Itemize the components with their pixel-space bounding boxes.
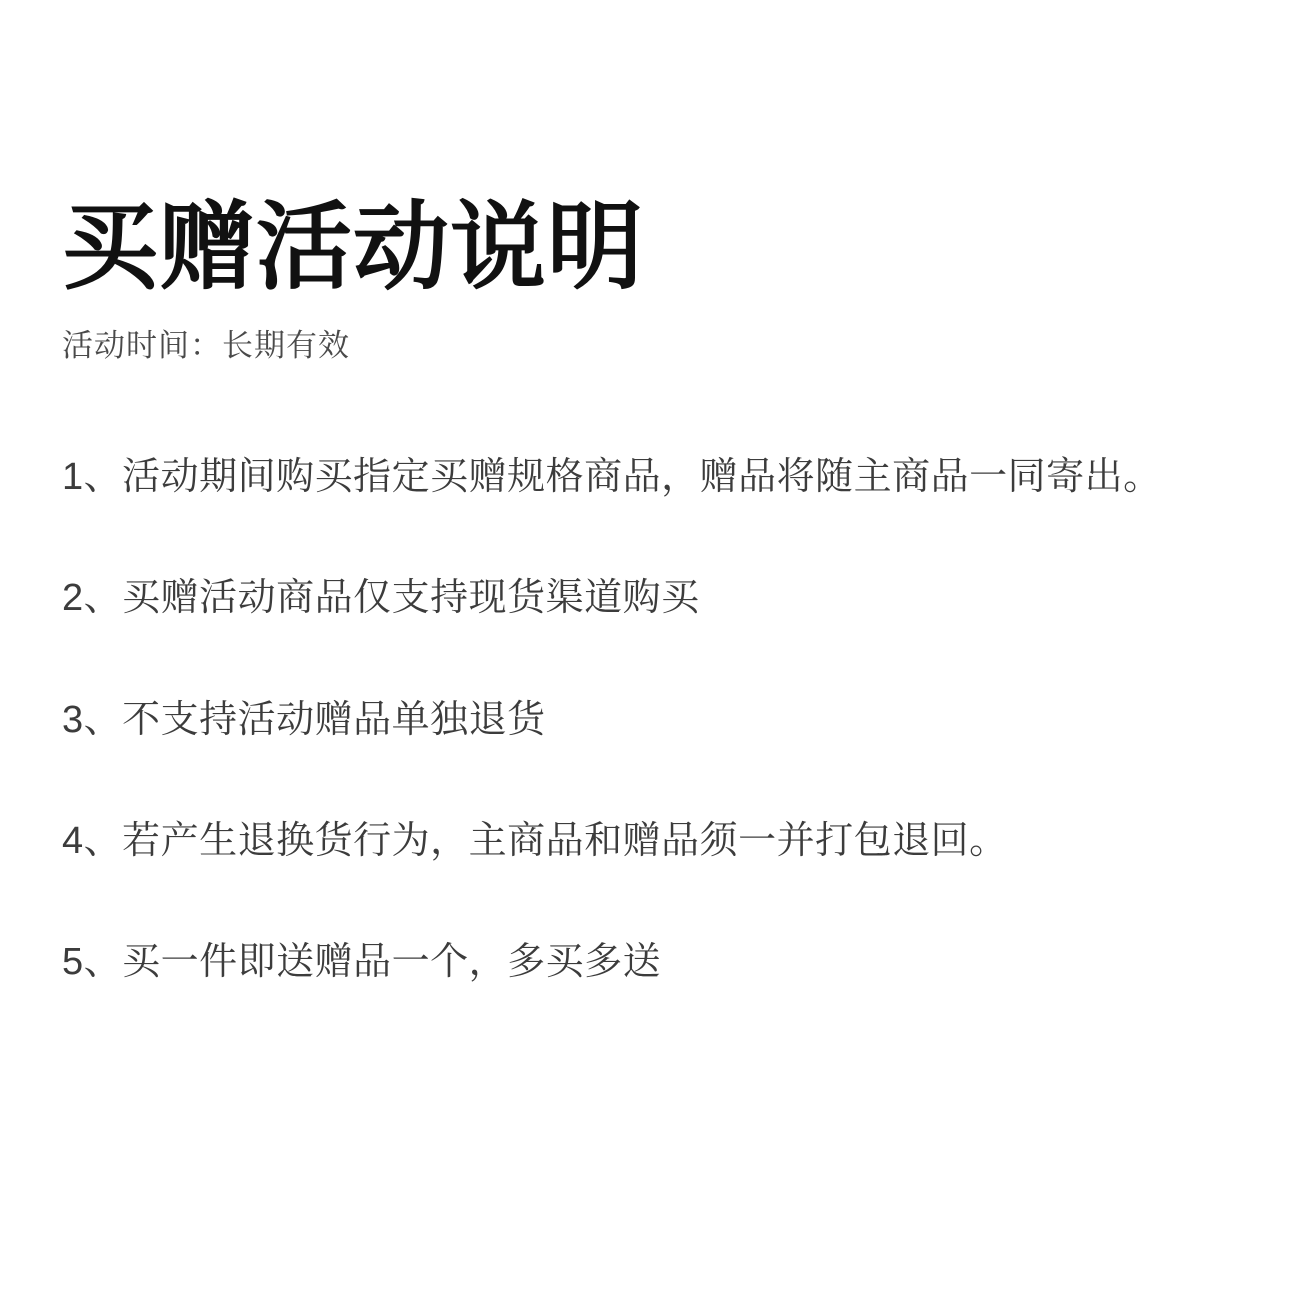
activity-period-text: 活动时间：长期有效 (62, 327, 350, 363)
list-item: 1、活动期间购买指定买赠规格商品，赠品将随主商品一同寄出。 (62, 455, 1162, 498)
rules-list (62, 452, 1230, 988)
list-item: 3、不支持活动赠品单独退货 (62, 698, 546, 741)
list-item: 2、买赠活动商品仅支持现货渠道购买 (62, 577, 700, 620)
page-title: 买赠活动说明 (62, 194, 644, 301)
list-item: 4、若产生退换货行为，主商品和赠品须一并打包退回。 (62, 819, 1008, 862)
list-item: 5、买一件即送赠品一个，多买多送 (62, 941, 662, 984)
